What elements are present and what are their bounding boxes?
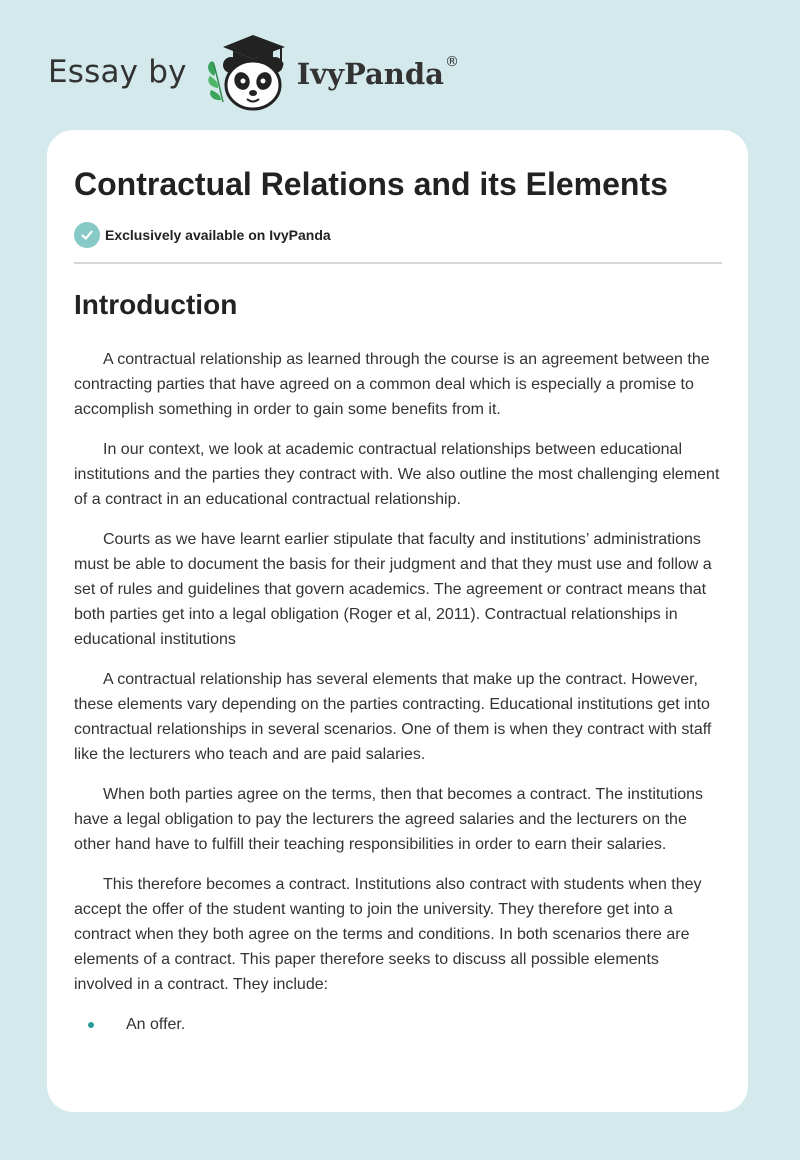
exclusive-badge xyxy=(74,222,722,248)
paragraph: A contractual relationship has several elements that make up the contract. However, these elements vary depending on the parties contracting. Educational institutions get into contractual relationships in several scenarios. One of them is when they contract with staff like the lecturers who teach and are paid salaries. xyxy=(74,671,712,763)
essay-content xyxy=(47,130,748,1037)
list-item-text: An offer. xyxy=(126,1016,186,1033)
exclusive-badge-label: Exclusively available on IvyPanda xyxy=(105,227,331,243)
brand-name[interactable]: IvyPanda xyxy=(296,57,444,91)
paragraph: When both parties agree on the terms, then that becomes a contract. The institutions have a legal obligation to pay the lecturers the agreed salaries and the lecturers on the other hand have to fulfill their teaching responsibilities in order to earn their salaries. xyxy=(74,786,704,853)
paragraph: This therefore becomes a contract. Institutions also contract with students when they accept the offer of the student wanting to join the university. They therefore get into a contract when they both agree on the terms and conditions. In both scenarios there are elements of a contract. This paper therefore seeks to discuss all possible elements involved in a contract. They include: xyxy=(74,876,702,993)
essay-card xyxy=(47,130,748,1112)
site-header xyxy=(48,30,459,114)
title-divider xyxy=(74,262,722,264)
list-item xyxy=(74,1012,722,1037)
essay-title: Contractual Relations and its Elements xyxy=(74,166,668,202)
paragraph: Courts as we have learnt earlier stipulate that faculty and institutions’ administrations must be able to document the basis for their judgment and that they must use and follow a set of rules and guidelines that govern academics. The agreement or contract means that both parties get into a legal obligation (Roger et al, 2011). Contractual relationships in educational institutions xyxy=(74,531,712,648)
registered-mark: ® xyxy=(444,54,459,70)
panda-face-icon xyxy=(223,57,283,109)
ivy-leaf-icon xyxy=(208,61,223,102)
paragraph: A contractual relationship as learned through the course is an agreement between the contracting parties that have agreed on a common deal which is especially a promise to accomplish something in order to gain some benefits from it. xyxy=(74,351,710,418)
section-heading: Introduction xyxy=(74,289,238,320)
paragraph: In our context, we look at academic contractual relationships between educational institutions and the parties they contract with. We also outline the most challenging element of a contract in an educational contractual relationship. xyxy=(74,441,720,508)
check-circle-icon xyxy=(74,222,100,248)
bullet-icon xyxy=(88,1022,94,1028)
elements-list xyxy=(74,1012,722,1037)
brand-prefix: Essay by xyxy=(48,54,187,90)
ivypanda-logo-icon[interactable] xyxy=(201,30,293,114)
